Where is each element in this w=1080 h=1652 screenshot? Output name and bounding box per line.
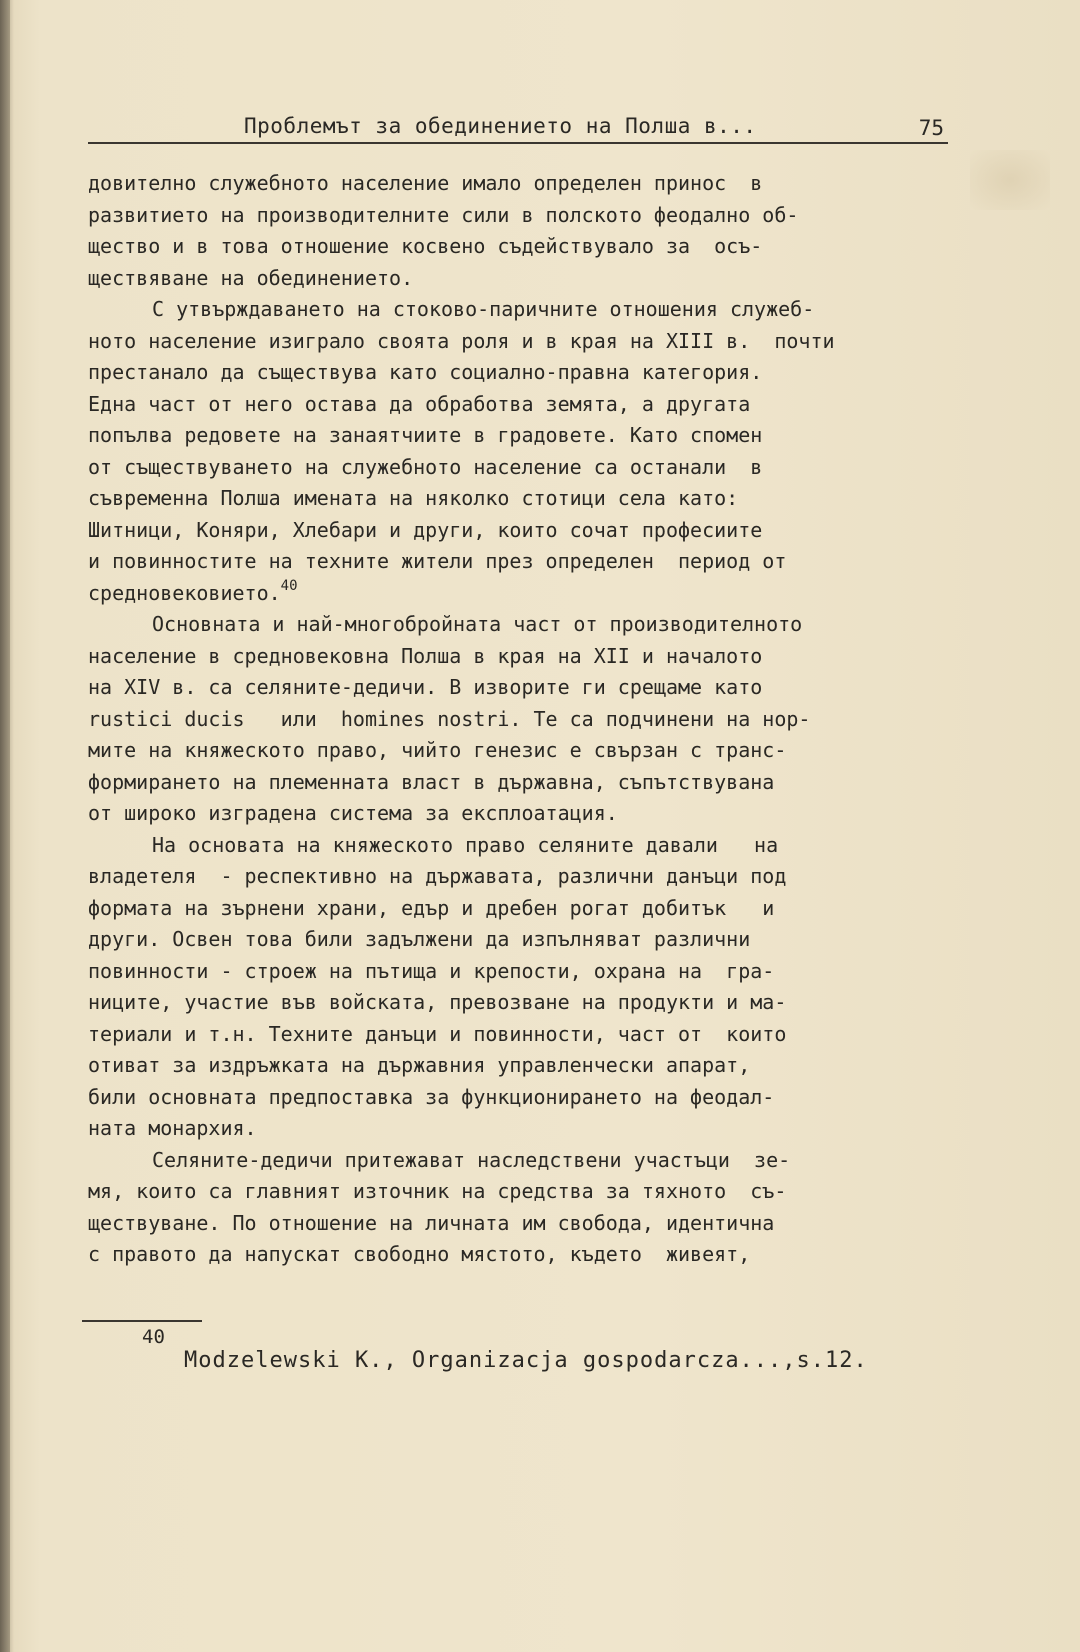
text-line: ниците, участие във войската, превозване на продукти и ма- bbox=[88, 990, 787, 1014]
text-line: мите на княжеското право, чийто генезис е свързан с транс- bbox=[88, 738, 787, 762]
body-text bbox=[88, 168, 948, 1271]
text-line: С утвърждаването на стоково-паричните отношения служеб- bbox=[152, 297, 815, 321]
text-line: попълва редовете на занаятчиите в градовете. Като спомен bbox=[88, 423, 763, 447]
page-number: 75 bbox=[918, 116, 944, 140]
text-line: Шитници, Коняри, Хлебари и други, които сочат професиите bbox=[88, 517, 763, 542]
footnote-reference: 40 bbox=[280, 577, 298, 594]
text-line: Селяните-дедичи притежават наследствени участъци зе- bbox=[152, 1147, 791, 1172]
text-line: Една част от него остава да обработва земята, а другата bbox=[88, 391, 751, 416]
text-line: съвременна Полша имената на няколко стотици села като: bbox=[88, 486, 739, 510]
footnote-number: 40 bbox=[142, 1326, 165, 1348]
text-line: други. Освен това били задължени да изпълняват различни bbox=[88, 927, 751, 951]
text-line: довително служебното население имало определен принос в bbox=[88, 171, 763, 195]
text-line: повинности - строеж на пътища и крепости, охрана на гра- bbox=[88, 958, 775, 983]
text-line: с правото да напускат свободно мястото, където живеят, bbox=[88, 1242, 751, 1266]
text-line: ществяване на обединението. bbox=[88, 265, 414, 290]
text-line: ното население изиграло своята роля и в края на XIII в. почти bbox=[88, 328, 835, 353]
text-line-content: средновековието. bbox=[88, 580, 281, 605]
text-line-with-footnote bbox=[88, 578, 948, 610]
text-line: ната монархия. bbox=[88, 1116, 257, 1140]
text-line: ществуване. По отношение на личната им свобода, идентична bbox=[88, 1210, 775, 1235]
running-header-title: Проблемът за обединението на Полша в... bbox=[244, 114, 757, 138]
text-line: владетеля - респективно на държавата, различни данъци под bbox=[88, 864, 787, 888]
text-line: формирането на племенната власт в държавна, съпътствувана bbox=[88, 769, 775, 794]
text-line: население в средновековна Полша в края на XII и началото bbox=[88, 643, 763, 668]
page-binding-edge bbox=[0, 0, 10, 1652]
text-line: от широко изградена система за експлоатация. bbox=[88, 801, 618, 825]
paper-stain bbox=[970, 150, 1050, 210]
text-line: отиват за издръжката на държавния управленчески апарат, bbox=[88, 1053, 751, 1077]
text-line: и повинностите на техните жители през определен период от bbox=[88, 549, 787, 573]
text-line: rustici ducis или homines nostri. Те са подчинени на нор- bbox=[88, 706, 811, 731]
footnote-text: Modzelewski K., Organizacja gospodarcza...,s.12. bbox=[184, 1348, 868, 1373]
footnote-divider bbox=[82, 1320, 202, 1322]
text-line: били основната предпоставка за функционирането на феодал- bbox=[88, 1084, 775, 1109]
text-line: териали и т.н. Техните данъци и повинности, част от които bbox=[88, 1021, 787, 1046]
text-line: от съществуването на служебното население са останали в bbox=[88, 454, 763, 479]
text-line: формата на зърнени храни, едър и дребен рогат добитък и bbox=[88, 895, 775, 920]
text-line: мя, които са главният източник на средства за тяхното съ- bbox=[88, 1179, 787, 1203]
text-line: развитието на производителните сили в полското феодално об- bbox=[88, 202, 799, 227]
running-header bbox=[88, 108, 948, 144]
text-line: Основната и най-многобройната част от производителното bbox=[152, 612, 803, 636]
text-line: престанало да съществува като социално-правна категория. bbox=[88, 360, 763, 384]
text-line: На основата на княжеското право селяните давали на bbox=[152, 832, 779, 857]
text-line: на XIV в. са селяните-дедичи. В изворите ги срещаме като bbox=[88, 675, 763, 699]
text-line: щество и в това отношение косвено съдействувало за осъ- bbox=[88, 234, 763, 258]
